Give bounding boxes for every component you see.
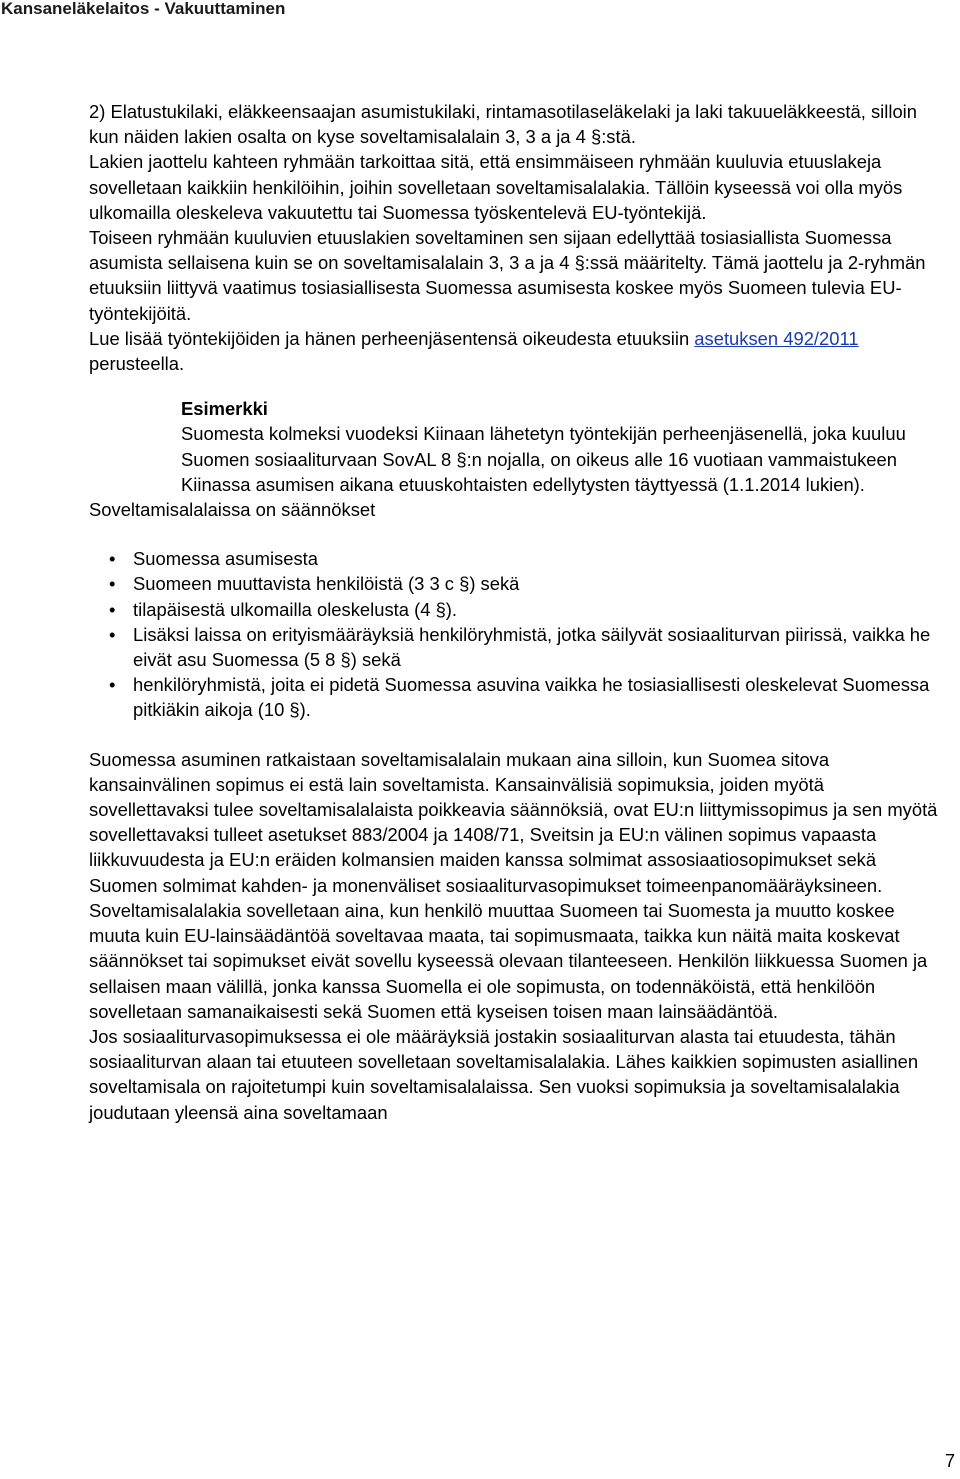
document-header-title: Kansaneläkelaitos - Vakuuttaminen xyxy=(1,0,286,18)
read-more-suffix: perusteella. xyxy=(89,353,185,375)
example-box xyxy=(181,396,939,497)
example-text: Suomesta kolmeksi vuodeksi Kiinaan lähetetyn työntekijän perheenjäsenellä, joka kuuluu Suomen sosiaaliturvaan SovAL 8 §:n nojalla, on oikeus alle 16 vuotiaan vammaistukeen Kiinassa asumisen aikana etuuskohtaisten edellytysten täyttyessä (1.1.2014 lukien). xyxy=(181,423,906,495)
read-more-text: Lue lisää työntekijöiden ja hänen perheenjäsentensä oikeudesta etuuksiin xyxy=(89,327,695,349)
list-item: • henkilöryhmistä, joita ei pidetä Suomessa asuvina vaikka he tosiasiallisesti oleskelevat Suomessa pitkiäkin aikoja (10 §). xyxy=(89,672,939,722)
paragraph-social-security-agreement: Jos sosiaaliturvasopimuksessa ei ole määräyksiä jostakin sosiaaliturvan alasta tai etuudesta, tähän sosiaaliturvan alaan tai etuuteen sovelletaan soveltamisalalakia. Lähes kaikkien sopimusten asiallinen soveltamisala on rajoitetumpi kuin soveltamisalalaissa. Sen vuoksi sopimuksia ja soveltamisalalakia joudutaan yleensä aina soveltamaan xyxy=(89,1025,919,1123)
example-title: Esimerkki xyxy=(181,398,268,420)
list-item: • tilapäisestä ulkomailla oleskelusta (4 §). xyxy=(89,597,939,622)
list-item: • Suomeen muuttavista henkilöistä (3 3 c §) sekä xyxy=(89,571,939,596)
paragraph-law-grouping: Lakien jaottelu kahteen ryhmään tarkoittaa sitä, että ensimmäiseen ryhmään kuuluvia etuuslakeja sovelletaan kaikkiin henkilöihin, joihin sovelletaan soveltamisalalakia. Tällöin kyseessä voi olla myös ulkomailla oleskeleva vakuutettu tai Suomessa työskentelevä EU-työntekijä. xyxy=(89,151,903,223)
list-item: • Suomessa asumisesta xyxy=(89,546,939,571)
paragraph-read-more xyxy=(89,326,939,376)
rules-intro: Soveltamisalalaissa on säännökset xyxy=(89,499,376,521)
document-body xyxy=(89,99,939,1125)
paragraph-application-scope: Soveltamisalalakia sovelletaan aina, kun henkilö muuttaa Suomeen tai Suomesta ja muutto koskee muuta kuin EU-lainsäädäntöä soveltavaa maata, tai sopimusmaata, taikka kun näitä maita koskevat säännökset tai sopimukset eivät sovellu kyseessä olevaan tilanteeseen. Henkilön liikkuessa Suomen ja sellaisen maan välillä, jonka kanssa Suomella ei ole sopimusta, on todennäköistä, että henkilöön sovelletaan samanaikaisesti sekä Suomen että kyseisen toisen maan lainsäädäntöä. xyxy=(89,899,928,1022)
regulation-link[interactable]: asetuksen 492/2011 xyxy=(694,327,859,349)
law-list-item-2: 2) Elatustukilaki, eläkkeensaajan asumistukilaki, rintamasotilaseläkelaki ja laki takuueläkkeestä, silloin kun näiden lakien osalta on kyse soveltamisalalain 3, 3 a ja 4 §:stä. xyxy=(89,101,917,148)
page-number: 7 xyxy=(944,1451,955,1471)
paragraph-second-group: Toiseen ryhmään kuuluvien etuuslakien soveltaminen sen sijaan edellyttää tosiasiallista Suomessa asumista sellaisena kuin se on soveltamisalalain 3, 3 a ja 4 §:ssä määritelty. Tämä jaottelu ja 2-ryhmän etuuksiin liittyvä vaatimus tosiasiallisesta Suomessa asumisesta koskee myös Suomeen tulevia EU-työntekijöitä. xyxy=(89,227,926,324)
rules-list xyxy=(89,546,939,722)
paragraph-residence-determination: Suomessa asuminen ratkaistaan soveltamisalalain mukaan aina silloin, kun Suomea sitova kansainvälinen sopimus ei estä lain soveltamista. Kansainvälisiä sopimuksia, joiden myötä sovellettavaksi tulee soveltamisalalaista poikkeavia säännöksiä, ovat EU:n liittymissopimus ja sen myötä sovellettavaksi tulleet asetukset 883/2004 ja 1408/71, Sveitsin ja EU:n välinen sopimus vapaasta liikkuvuudesta ja EU:n eräiden kolmansien maiden kanssa solmimat assosiaatiosopimukset sekä Suomen solmimat kahden- ja monenväliset sosiaaliturvasopimukset toimeenpanomääräyksineen. xyxy=(89,748,938,896)
list-item: • Lisäksi laissa on erityismääräyksiä henkilöryhmistä, jotka säilyvät sosiaaliturvan piirissä, vaikka he eivät asu Suomessa (5 8 §) sekä xyxy=(89,622,939,672)
